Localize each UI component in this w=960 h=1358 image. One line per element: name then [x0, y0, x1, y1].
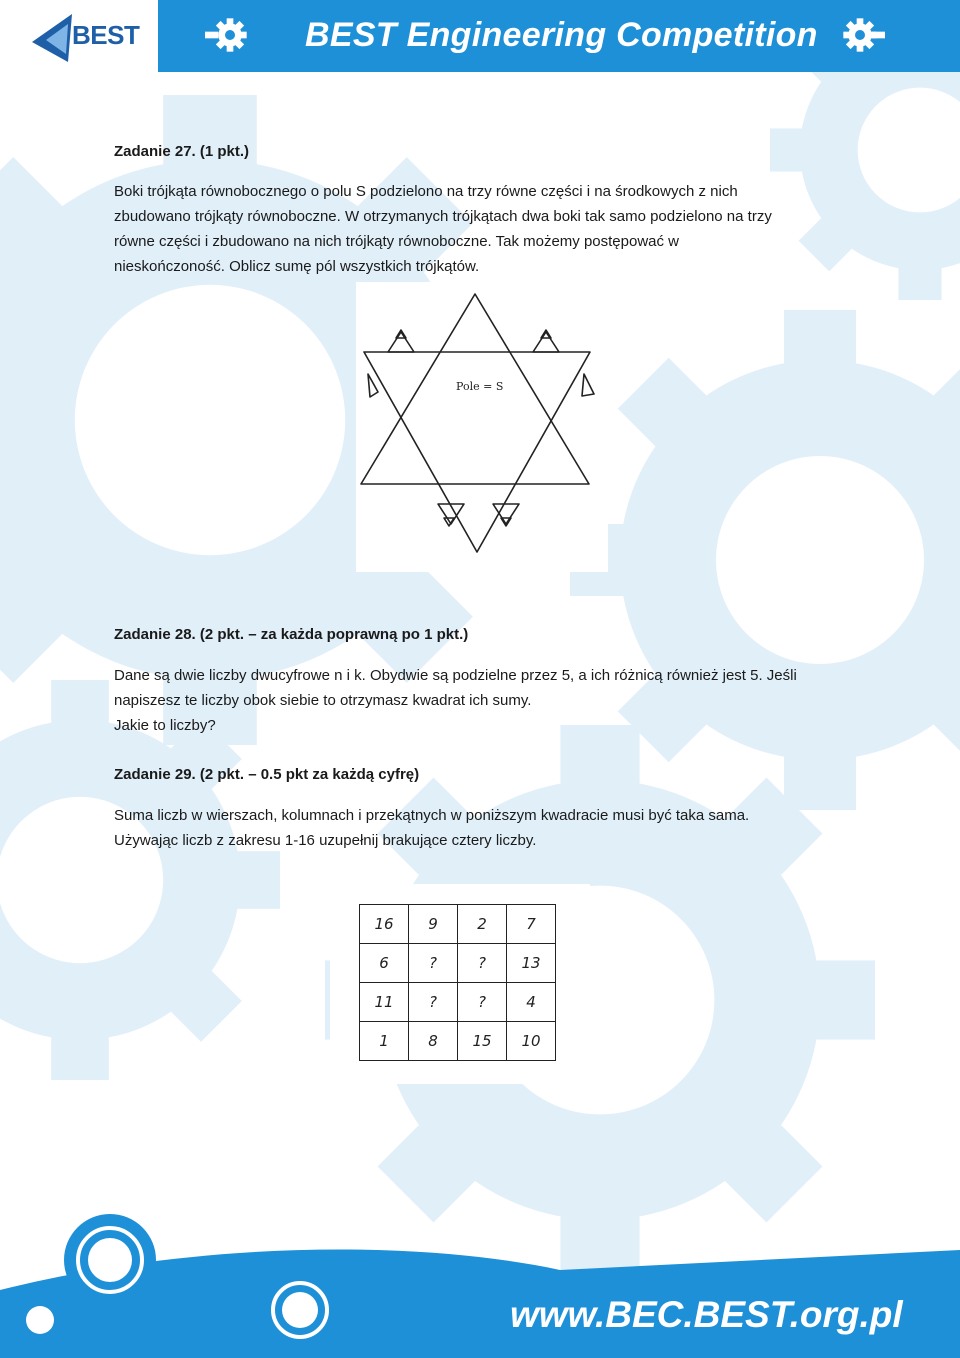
footer-url[interactable]: www.BEC.BEST.org.pl [510, 1294, 903, 1335]
text-line: równe części i zbudowano na nich trójkąty równoboczne. Tak możemy postępować w [114, 233, 680, 250]
grid-cell: 11 [360, 983, 409, 1022]
grid-row [360, 905, 556, 944]
magic-square-grid [359, 904, 556, 1061]
logo-text: BEST [72, 20, 140, 50]
task29-heading: Zadanie 29. (2 pkt. – 0.5 pkt za każdą cyfrę) [114, 766, 420, 783]
text-line: Boki trójkąta równobocznego o polu S podzielono na trzy równe części i na środkowych z nich [114, 183, 738, 200]
grid-cell: ? [458, 944, 507, 983]
grid-row [360, 1022, 556, 1061]
grid-cell: 13 [507, 944, 556, 983]
grid-cell: 16 [360, 905, 409, 944]
grid-cell: ? [409, 983, 458, 1022]
koch-triangle-drawing [356, 282, 608, 572]
grid-cell: 15 [458, 1022, 507, 1061]
task29-text [114, 803, 854, 853]
header-title: BEST Engineering Competition [305, 16, 818, 54]
grid-cell: 4 [507, 983, 556, 1022]
text-line: Suma liczb w wierszach, kolumnach i przekątnych w poniższym kwadracie musi być taka sama. [114, 807, 750, 824]
task28-text [114, 663, 854, 738]
grid-cell: 7 [507, 905, 556, 944]
gear-icon [202, 10, 258, 60]
grid-cell: 9 [409, 905, 458, 944]
grid-row [360, 983, 556, 1022]
gear-icon [832, 10, 888, 60]
text-line: zbudowano trójkąty równoboczne. W otrzymanych trójkątach dwa boki tak samo podzielono na trzy [114, 208, 772, 225]
grid-cell: 1 [360, 1022, 409, 1061]
task27-heading: Zadanie 27. (1 pkt.) [114, 143, 250, 160]
text-line: napiszesz te liczby obok siebie to otrzymasz kwadrat ich sumy. [114, 692, 532, 709]
grid-cell: 6 [360, 944, 409, 983]
figure-label: Pole = S [456, 380, 504, 393]
task28-heading: Zadanie 28. (2 pkt. – za każda poprawną po 1 pkt.) [114, 626, 469, 643]
grid-row [360, 944, 556, 983]
text-line: Dane są dwie liczby dwucyfrowe n i k. Obydwie są podzielne przez 5, a ich różnicą również jest 5. Jeśli [114, 667, 797, 684]
task27-text [114, 179, 854, 279]
grid-cell: ? [458, 983, 507, 1022]
text-line: Używając liczb z zakresu 1-16 uzupełnij brakujące cztery liczby. [114, 832, 537, 849]
koch-triangle-figure [356, 282, 608, 572]
grid-cell: 10 [507, 1022, 556, 1061]
grid-cell: 8 [409, 1022, 458, 1061]
grid-cell: ? [409, 944, 458, 983]
text-line: Jakie to liczby? [114, 717, 216, 734]
grid-cell: 2 [458, 905, 507, 944]
text-line: nieskończoność. Oblicz sumę pól wszystkich trójkątów. [114, 258, 480, 275]
